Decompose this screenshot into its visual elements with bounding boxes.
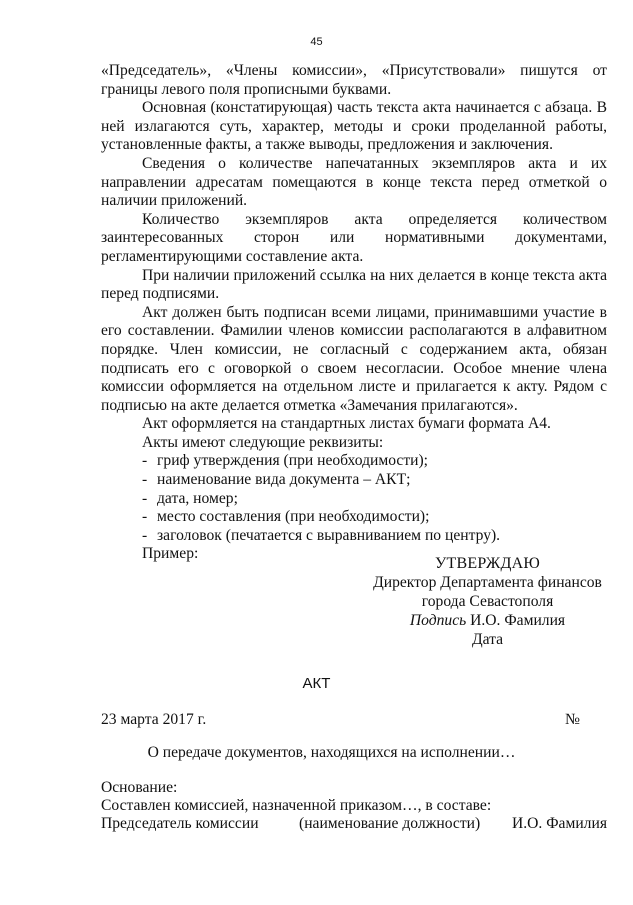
approval-date: Дата (471, 631, 504, 648)
approval-organization: города Севастополя (421, 593, 554, 610)
dash-bullet: - (142, 508, 148, 526)
act-number-sign: № (565, 711, 580, 728)
dash-bullet: - (142, 471, 148, 489)
list-item-text: дата, номер; (157, 489, 238, 507)
list-item (101, 527, 607, 546)
dash-bullet: - (142, 489, 148, 507)
act-date: 23 марта 2017 г. (101, 711, 207, 728)
list-item (101, 471, 607, 490)
chair-signature-row (101, 815, 607, 834)
approval-position: Директор Департамента финансов (373, 574, 602, 591)
list-item (101, 508, 607, 527)
chair-label: Председатель комиссии (101, 815, 259, 832)
dash-bullet: - (142, 526, 148, 544)
requisites-list (101, 452, 607, 545)
act-composition: Составлен комиссией, назначенной приказом…, в составе: (101, 797, 492, 814)
paragraph: Акты имеют следующие реквизиты: (142, 433, 384, 451)
main-text (101, 62, 607, 564)
signature-word: Подпись (409, 612, 467, 629)
act-subject: О передаче документов, находящихся на исполнении… (147, 744, 516, 761)
paragraph: Сведения о количестве напечатанных экземпляров акта и их направлении адресатам помещаются в конце текста перед отметкой о наличии приложений. (101, 154, 607, 210)
approval-stamp (370, 554, 605, 649)
paragraph: При наличии приложений ссылка на них делается в конце текста акта перед подписями. (101, 266, 607, 303)
chair-position: (наименование должности) (299, 815, 481, 832)
list-item-text: наименование вида документа – АКТ; (157, 471, 411, 489)
act-basis: Основание: (101, 779, 178, 796)
page-number: 45 (310, 36, 323, 48)
list-item (101, 490, 607, 509)
paragraph: Количество экземпляров акта определяется количеством заинтересованных сторон или нормативными документами, регламентирующими составление акта. (101, 210, 607, 265)
paragraph: Акт оформляется на стандартных листах бумаги формата А4. (142, 415, 551, 433)
paragraph: «Председатель», «Члены комиссии», «Присутствовали» пишутся от границы левого поля прописными буквами. (101, 62, 607, 98)
list-item (101, 452, 607, 471)
chair-name: И.О. Фамилия (512, 815, 607, 832)
approval-title: УТВЕРЖДАЮ (435, 555, 540, 572)
paragraph: Основная (констатирующая) часть текста акта начинается с абзаца. В ней излагаются суть, характер, методы и сроки проделанной работы, установленные факты, а также выводы, предложения и заключения. (101, 99, 607, 154)
signature-name: И.О. Фамилия (466, 612, 566, 629)
list-item-text: заголовок (печатается с выравниванием по центру). (157, 526, 501, 544)
example-label: Пример: (142, 545, 199, 563)
paragraph: Акт должен быть подписан всеми лицами, принимавшими участие в его составлении. Фамилии членов комиссии располагаются в алфавитном порядке. Член комиссии, не согласный с содержанием акта, обязан подписать его с оговоркой о своем несогласии. Особое мнение члена комиссии оформляется на отдельном листе и прилагается к акту. Рядом с подписью на акте делается отметка «Замечания прилагаются». (101, 303, 607, 414)
act-title: АКТ (302, 675, 331, 692)
approval-signature-line (370, 611, 605, 630)
list-item-text: место составления (при необходимости); (157, 508, 430, 526)
dash-bullet: - (142, 452, 148, 470)
list-item-text: гриф утверждения (при необходимости); (157, 452, 429, 470)
